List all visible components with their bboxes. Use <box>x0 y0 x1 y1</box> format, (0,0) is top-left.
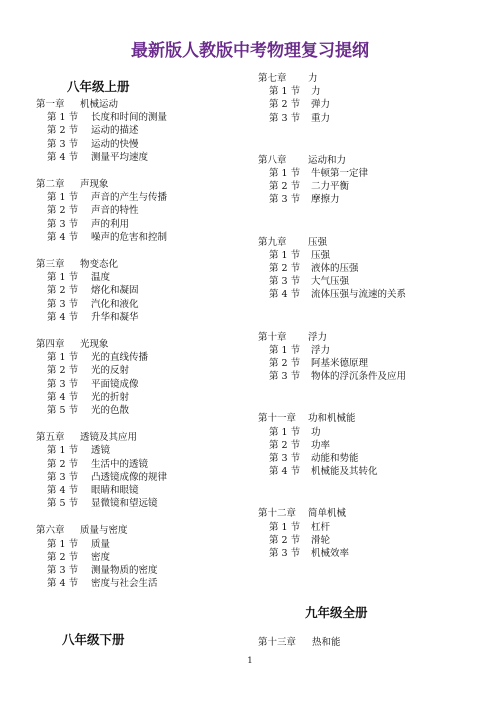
section-name: 运动的描述 <box>91 125 139 137</box>
section-item <box>36 404 236 417</box>
chapter-number: 第八章 <box>258 154 287 166</box>
section-number: 第 3 节 <box>269 371 301 383</box>
section-number: 第 4 节 <box>269 466 301 478</box>
section-name: 密度 <box>91 551 111 563</box>
section-number: 第 3 节 <box>269 276 301 288</box>
chapter-heading <box>258 636 488 649</box>
section-number: 第 4 节 <box>269 289 301 301</box>
chapter-number: 第十三章 <box>258 637 297 648</box>
section-item <box>258 85 488 98</box>
chapter-heading <box>258 154 488 167</box>
section-number: 第 4 节 <box>47 578 79 590</box>
section-item <box>258 262 488 275</box>
section-number: 第 3 节 <box>47 218 79 230</box>
chapter-heading <box>36 524 236 537</box>
chapter-block <box>258 72 488 125</box>
section-number: 第 1 节 <box>269 521 301 533</box>
section-name: 弹力 <box>311 99 331 111</box>
section-name: 质量 <box>91 538 111 550</box>
section-item <box>36 577 236 590</box>
section-number: 第 3 节 <box>269 112 301 124</box>
section-number: 第 2 节 <box>269 181 301 193</box>
grade-heading-9: 九年级全册 <box>305 605 368 620</box>
section-item <box>258 534 488 547</box>
chapter-name: 热和能 <box>312 637 341 648</box>
right-outline <box>258 72 488 560</box>
section-number: 第 2 节 <box>269 534 301 546</box>
section-name: 机械效率 <box>311 548 350 560</box>
section-item <box>36 351 236 364</box>
chapter-name: 力 <box>308 73 318 84</box>
section-name: 声音的产生与传播 <box>91 192 168 204</box>
section-item <box>36 204 236 217</box>
section-number: 第 3 节 <box>269 194 301 206</box>
chapter-name: 运动和力 <box>308 154 347 166</box>
section-item <box>36 191 236 204</box>
section-name: 光的折射 <box>91 391 130 403</box>
section-item <box>258 344 488 357</box>
section-number: 第 3 节 <box>47 298 79 310</box>
section-item <box>258 249 488 262</box>
section-name: 动能和势能 <box>311 453 359 465</box>
section-name: 大气压强 <box>311 276 350 288</box>
section-name: 密度与社会生活 <box>91 578 158 590</box>
section-item <box>36 551 236 564</box>
section-name: 生活中的透镜 <box>91 458 149 470</box>
chapter-heading <box>36 178 236 191</box>
section-name: 牛顿第一定律 <box>311 168 369 180</box>
section-item <box>36 471 236 484</box>
chapter-block <box>258 507 488 560</box>
section-item <box>36 111 236 124</box>
section-name: 光的反射 <box>91 365 130 377</box>
chapter-number: 第一章 <box>36 99 65 110</box>
chapter-heading <box>36 98 236 111</box>
section-item <box>258 180 488 193</box>
page-number: 1 <box>247 656 253 666</box>
section-number: 第 1 节 <box>269 426 301 438</box>
chapter-block <box>258 412 488 478</box>
section-name: 熔化和凝固 <box>91 285 139 297</box>
section-name: 二力平衡 <box>311 181 350 193</box>
section-item <box>36 271 236 284</box>
section-name: 滑轮 <box>311 534 331 546</box>
section-number: 第 2 节 <box>47 551 79 563</box>
section-number: 第 1 节 <box>47 445 79 457</box>
section-name: 温度 <box>91 272 111 284</box>
chapter-heading <box>36 338 236 351</box>
chapter-heading <box>258 507 488 520</box>
section-name: 压强 <box>311 249 331 261</box>
chapter-number: 第十章 <box>258 331 287 343</box>
chapter-block <box>36 431 236 510</box>
chapter-block <box>36 338 236 417</box>
chapter-number: 第五章 <box>36 432 65 444</box>
chapter-13 <box>258 636 488 649</box>
section-name: 显微镜和望远镜 <box>91 498 158 510</box>
section-number: 第 3 节 <box>269 453 301 465</box>
chapter-name: 声现象 <box>80 179 109 191</box>
grade-heading-8a: 八年级上册 <box>67 79 130 94</box>
section-item <box>36 364 236 377</box>
section-name: 声的利用 <box>91 218 130 230</box>
chapter-number: 第十二章 <box>258 508 297 520</box>
section-item <box>36 311 236 324</box>
chapter-number: 第二章 <box>36 179 65 191</box>
chapter-name: 浮力 <box>308 331 328 343</box>
section-item <box>258 465 488 478</box>
chapter-block <box>258 331 488 384</box>
section-item <box>36 391 236 404</box>
section-item <box>36 484 236 497</box>
chapter-number: 第六章 <box>36 525 65 537</box>
section-number: 第 1 节 <box>47 272 79 284</box>
section-name: 眼睛和眼镜 <box>91 485 139 497</box>
section-name: 重力 <box>311 112 331 124</box>
section-name: 力 <box>311 86 321 98</box>
chapter-name: 简单机械 <box>308 508 347 520</box>
section-number: 第 1 节 <box>269 249 301 261</box>
section-number: 第 2 节 <box>47 285 79 297</box>
section-name: 摩擦力 <box>311 194 340 206</box>
chapter-block <box>258 236 488 302</box>
chapter-name: 功和机械能 <box>308 413 356 425</box>
section-item <box>36 538 236 551</box>
section-item <box>258 452 488 465</box>
section-number: 第 1 节 <box>269 86 301 98</box>
section-name: 长度和时间的测量 <box>91 112 168 124</box>
section-item <box>36 458 236 471</box>
section-number: 第 4 节 <box>47 311 79 323</box>
section-item <box>258 521 488 534</box>
section-name: 机械能及其转化 <box>311 466 378 478</box>
section-number: 第 4 节 <box>47 391 79 403</box>
chapter-name: 压强 <box>308 236 328 248</box>
section-name: 浮力 <box>311 344 331 356</box>
section-number: 第 2 节 <box>47 125 79 137</box>
section-item <box>36 138 236 151</box>
section-number: 第 2 节 <box>47 365 79 377</box>
section-name: 透镜 <box>91 445 111 457</box>
section-name: 物体的浮沉条件及应用 <box>311 371 407 383</box>
section-number: 第 1 节 <box>47 192 79 204</box>
section-name: 声音的特性 <box>91 205 139 217</box>
section-number: 第 5 节 <box>47 405 79 417</box>
section-item <box>258 288 488 301</box>
section-item <box>36 298 236 311</box>
section-item <box>36 151 236 164</box>
section-item <box>36 124 236 137</box>
grade-heading-8b: 八年级下册 <box>62 632 125 647</box>
section-name: 光的直线传播 <box>91 352 149 364</box>
section-number: 第 2 节 <box>47 205 79 217</box>
chapter-block <box>36 524 236 590</box>
section-item <box>36 231 236 244</box>
chapter-name: 质量与密度 <box>80 525 128 537</box>
section-number: 第 1 节 <box>47 352 79 364</box>
chapter-block <box>36 258 236 324</box>
section-name: 液体的压强 <box>311 263 359 275</box>
section-number: 第 3 节 <box>269 548 301 560</box>
section-item <box>36 284 236 297</box>
chapter-number: 第九章 <box>258 236 287 248</box>
section-name: 阿基米德原理 <box>311 358 369 370</box>
chapter-heading <box>258 236 488 249</box>
section-number: 第 3 节 <box>47 378 79 390</box>
section-item <box>36 564 236 577</box>
section-name: 汽化和液化 <box>91 298 139 310</box>
section-name: 升华和凝华 <box>91 311 139 323</box>
section-item <box>258 426 488 439</box>
section-number: 第 1 节 <box>47 538 79 550</box>
section-name: 运动的快慢 <box>91 138 139 150</box>
chapter-heading <box>258 412 488 425</box>
section-number: 第 3 节 <box>47 471 79 483</box>
section-name: 平面镜成像 <box>91 378 139 390</box>
section-item <box>36 378 236 391</box>
section-item <box>258 275 488 288</box>
section-number: 第 5 节 <box>47 498 79 510</box>
section-number: 第 2 节 <box>269 439 301 451</box>
chapter-name: 机械运动 <box>80 99 119 110</box>
chapter-name: 光现象 <box>80 339 109 351</box>
chapter-number: 第三章 <box>36 259 65 271</box>
section-item <box>36 218 236 231</box>
chapter-heading <box>36 258 236 271</box>
chapter-name: 透镜及其应用 <box>80 432 138 444</box>
section-number: 第 4 节 <box>47 485 79 497</box>
chapter-number: 第十一章 <box>258 413 297 425</box>
section-number: 第 4 节 <box>47 151 79 163</box>
chapter-block <box>36 98 236 164</box>
section-name: 杠杆 <box>311 521 331 533</box>
section-name: 功 <box>311 426 321 438</box>
section-name: 流体压强与流速的关系 <box>311 289 407 301</box>
section-item <box>258 193 488 206</box>
section-number: 第 3 节 <box>47 138 79 150</box>
section-name: 功率 <box>311 439 331 451</box>
section-name: 测量物质的密度 <box>91 565 158 577</box>
section-number: 第 2 节 <box>269 99 301 111</box>
chapter-number: 第四章 <box>36 339 65 351</box>
section-number: 第 2 节 <box>47 458 79 470</box>
section-name: 噪声的危害和控制 <box>91 231 168 243</box>
chapter-number: 第七章 <box>258 73 287 84</box>
section-number: 第 1 节 <box>47 112 79 124</box>
chapter-block <box>258 154 488 207</box>
section-name: 凸透镜成像的规律 <box>91 471 168 483</box>
section-item <box>258 98 488 111</box>
document-title: 最新版人教版中考物理复习提纲 <box>131 41 369 61</box>
section-name: 测量平均速度 <box>91 151 149 163</box>
section-item <box>36 444 236 457</box>
section-item <box>258 112 488 125</box>
chapter-block <box>36 178 236 244</box>
section-number: 第 2 节 <box>269 358 301 370</box>
chapter-heading <box>258 331 488 344</box>
section-item <box>258 547 488 560</box>
section-number: 第 4 节 <box>47 231 79 243</box>
section-item <box>36 497 236 510</box>
section-number: 第 3 节 <box>47 565 79 577</box>
section-number: 第 2 节 <box>269 263 301 275</box>
section-name: 光的色散 <box>91 405 130 417</box>
chapter-heading <box>36 431 236 444</box>
section-item <box>258 439 488 452</box>
section-number: 第 1 节 <box>269 344 301 356</box>
chapter-name: 物变态化 <box>80 259 119 271</box>
section-number: 第 1 节 <box>269 168 301 180</box>
section-item <box>258 357 488 370</box>
section-item <box>258 167 488 180</box>
section-item <box>258 370 488 383</box>
left-outline <box>36 98 236 591</box>
chapter-heading <box>258 72 488 85</box>
